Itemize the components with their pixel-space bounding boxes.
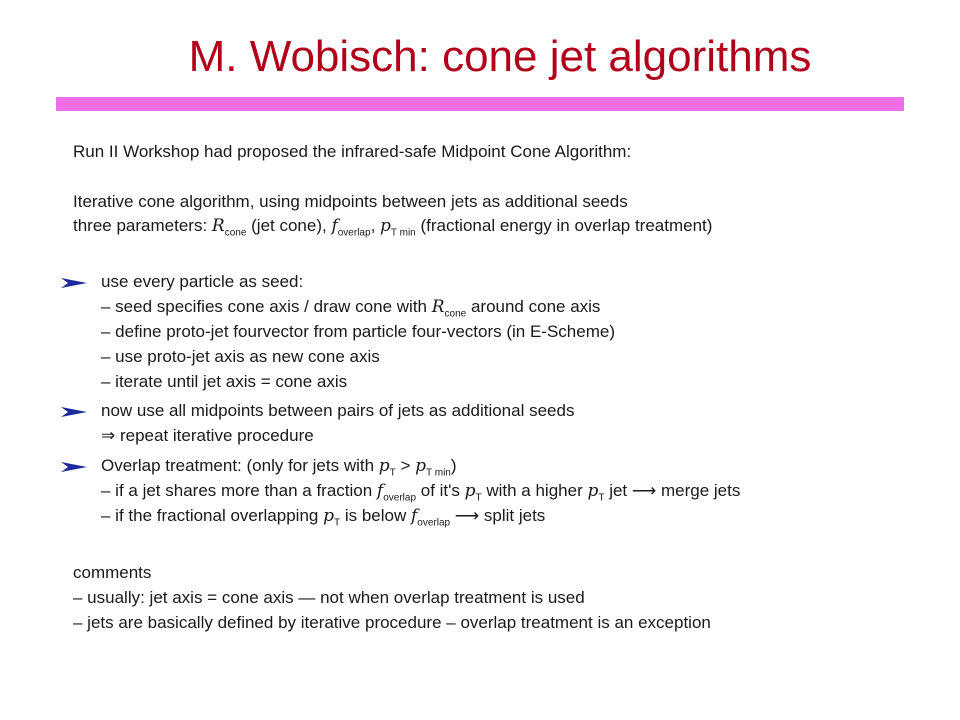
comments-line2: – jets are basically defined by iterative procedure – overlap treatment is an exception [73,613,711,632]
slide-title: M. Wobisch: cone jet algorithms [188,32,812,81]
bullet2-line1: ⇒ repeat iterative procedure [101,426,314,445]
bullet3-head: Overlap treatment: (only for jets with $p_T > p_{T min}$) [101,456,457,479]
bullet1-line3: – use proto-jet axis as new cone axis [101,347,380,366]
title-divider [56,97,904,111]
bullet2-head: now use all midpoints between pairs of jets as additional seeds [101,401,575,420]
bullet1-line2: – define proto-jet fourvector from particle four-vectors (in E-Scheme) [101,322,615,341]
bullet-arrow-icon [60,459,88,475]
parameters-line: three parameters: $R_{cone}$ (jet cone), $f_{overlap}$, $p_{T min}$ (fractional energy in overlap treatment) [73,216,713,239]
intro-text: Run II Workshop had proposed the infrared-safe Midpoint Cone Algorithm: [73,142,632,161]
bullet1-line1: – seed specifies cone axis / draw cone with $R_{cone}$ around cone axis [101,297,601,320]
bullet-arrow-icon [60,404,88,420]
bullet1-line4: – iterate until jet axis = cone axis [101,372,348,391]
bullet3-line2: – if the fractional overlapping $p_T$ is below $f_{overlap}$ ⟶ split jets [101,506,546,529]
bullet1-head: use every particle as seed: [101,272,304,291]
comments-heading: comments [73,563,152,582]
iterative-text: Iterative cone algorithm, using midpoints between jets as additional seeds [73,192,628,211]
comments-line1: – usually: jet axis = cone axis — not when overlap treatment is used [73,588,585,607]
bullet-arrow-icon [60,275,88,291]
bullet3-line1: – if a jet shares more than a fraction $f_{overlap}$ of it's $p_T$ with a higher $p_T$ jet ⟶ merge jets [101,481,741,504]
